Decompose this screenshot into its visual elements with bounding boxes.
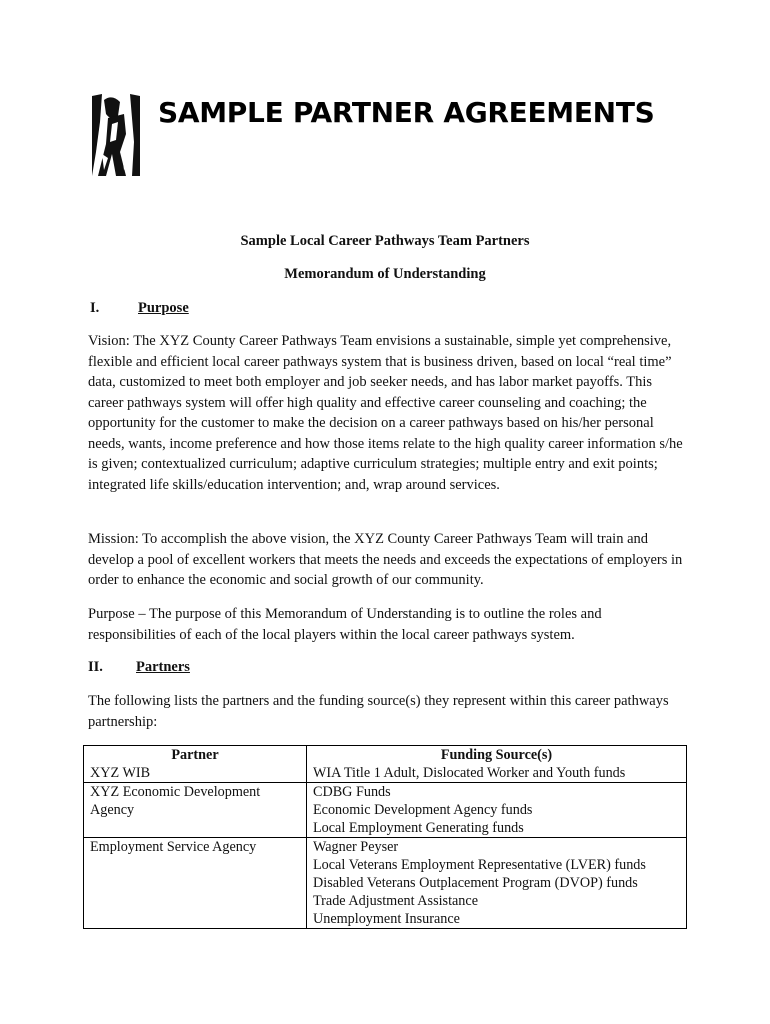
table-row bbox=[84, 783, 687, 838]
funding-source: CDBG Funds bbox=[313, 784, 391, 800]
funding-cell bbox=[307, 764, 687, 783]
document-subtitle-mou: Memorandum of Understanding bbox=[284, 266, 486, 282]
table-header-row bbox=[84, 746, 687, 765]
section-number: II. bbox=[88, 659, 103, 675]
funding-source: Trade Adjustment Assistance bbox=[313, 893, 478, 909]
table-row bbox=[84, 838, 687, 929]
page-title: SAMPLE PARTNER AGREEMENTS bbox=[158, 96, 655, 129]
funding-cell bbox=[307, 783, 687, 838]
logo-figure-icon bbox=[90, 92, 142, 178]
funding-source: Disabled Veterans Outplacement Program (DVOP) funds bbox=[313, 875, 638, 891]
column-header-funding: Funding Source(s) bbox=[307, 746, 687, 765]
partner-cell: XYZ WIB bbox=[84, 764, 307, 783]
section-heading-purpose bbox=[90, 300, 189, 317]
funding-source: Wagner Peyser bbox=[313, 839, 399, 855]
funding-source: Local Veterans Employment Representative (LVER) funds bbox=[313, 857, 646, 873]
mission-paragraph: Mission: To accomplish the above vision, the XYZ County Career Pathways Team will train and develop a pool of excellent workers that meets the needs and exceeds the expectations of employers in order to enhance the economic and social growth of our community. bbox=[88, 531, 683, 588]
purpose-paragraph: Purpose – The purpose of this Memorandum of Understanding is to outline the roles and responsibilities of each of the local players within the local career pathways system. bbox=[88, 606, 602, 643]
section-title: Partners bbox=[136, 659, 190, 675]
vision-paragraph: Vision: The XYZ County Career Pathways Team envisions a sustainable, simple yet comprehensive, flexible and efficient local career pathways system that is business driven, based on local “real time” data, customized to meet both employer and job seeker needs, and has labor market payoffs. This career pathways system will offer high quality and effective career counseling and coaching; the opportunity for the customer to make the decision on a career pathways based on his/her personal needs, wants, income preference and how those items relate to the high quality career information s/he is given; contextualized curriculum; adaptive curriculum strategies; multiple entry and exit points; integrated life skills/education intervention; and, wrap around services. bbox=[88, 333, 683, 493]
funding-source: Unemployment Insurance bbox=[313, 911, 460, 927]
section-heading-partners bbox=[88, 659, 190, 676]
funding-source: Local Employment Generating funds bbox=[313, 820, 524, 836]
partners-table bbox=[83, 745, 687, 929]
section-number: I. bbox=[90, 300, 100, 316]
funding-cell bbox=[307, 838, 687, 929]
document-subtitle: Sample Local Career Pathways Team Partners bbox=[240, 233, 530, 249]
funding-source: Economic Development Agency funds bbox=[313, 802, 533, 818]
partner-cell: Employment Service Agency bbox=[84, 838, 307, 929]
table-row bbox=[84, 764, 687, 783]
funding-source: WIA Title 1 Adult, Dislocated Worker and Youth funds bbox=[313, 765, 626, 781]
section-title: Purpose bbox=[138, 300, 189, 316]
partner-cell: XYZ Economic Development Agency bbox=[84, 783, 307, 838]
column-header-partner: Partner bbox=[84, 746, 307, 765]
partners-intro-paragraph: The following lists the partners and the funding source(s) they represent within this career pathways partnership: bbox=[88, 693, 669, 730]
